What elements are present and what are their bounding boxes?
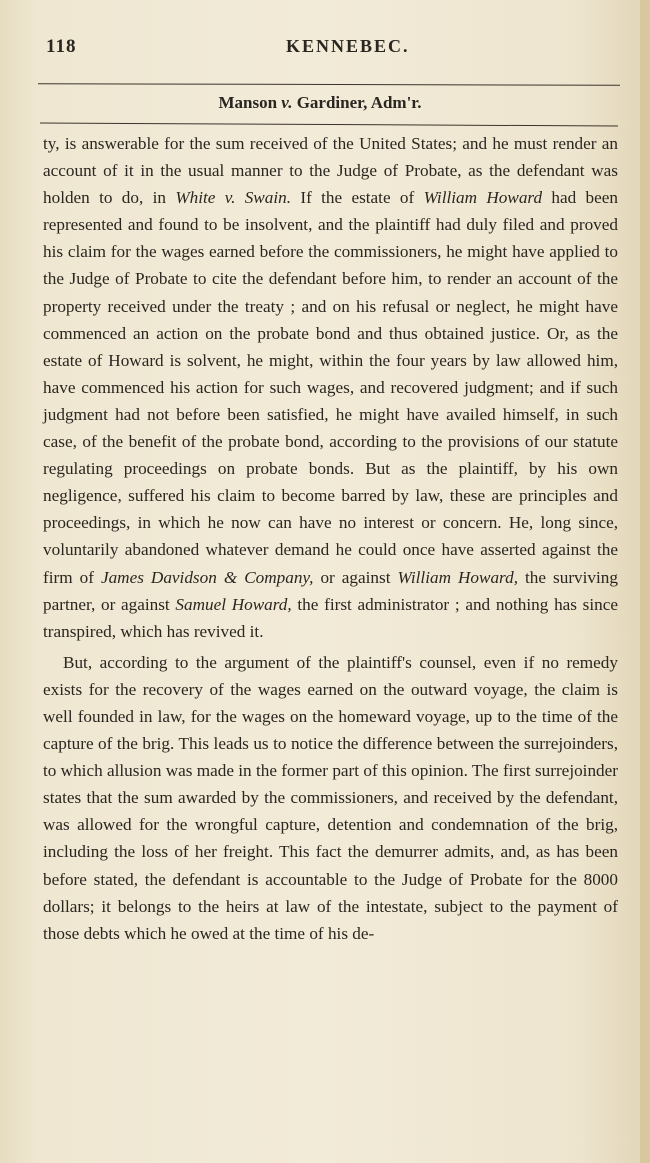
person-name: William Howard: [423, 188, 543, 208]
person-name: William Howard,: [397, 567, 518, 587]
body-text: [43, 130, 618, 947]
person-name: Samuel Howard,: [175, 594, 292, 614]
text-segment: But, according to the argument of the plaintiff's counsel, even if no remedy exists for the recovery of the wages earned on the outward voyage, the claim is well founded in law, for the wages on the homeward voyage, up to the time of the capture of the brig. This leads us to notice the difference between the surrejoinders, to which allusion was made in the former part of this opinion. The first surrejoinder states that the sum awarded by the commissioners, and received by the defendant, was allowed for the wrongful capture, detention and condemnation of the brig, including the loss of her freight. This fact the demurrer admits, and, as has been before stated, the defendant is accountable to the Judge of Probate for the 8000 dollars; it belongs to the heirs at law of the intestate, subject to the payment of those debts which he owed at the time of his de-: [43, 652, 618, 943]
page-number: 118: [46, 36, 77, 57]
case-title: [0, 93, 640, 113]
text-segment: ty, is answerable for the sum received of the United States; and he must render an account of it in the usual manner to the Judge of Probate, as the defendant was holden to do, in: [43, 134, 618, 208]
text-segment: had been represented and found to be insolvent, and the plaintiff had duly filed and proved his claim for the wages earned before the commissioners, he might have applied to the Judge of Probate to cite the defendant before him, to render an account of the property received under the treaty ; and on his refusal or neglect, he might have commenced an action on the probate bond and thus obtained justice. Or, as the estate of Howard is solvent, he might, within the four years by law allowed him, have commenced his action for such wages, and recovered judgment; and if such judgment had not before been satisfied, he might have availed himself, in such case, of the benefit of the probate bond, according to the provisions of our statute regulating proceedings on probate bonds. But as the plaintiff, by his own negligence, suffered his claim to become barred by law, these are principles and proceedings, in which he now can have no interest or concern. He, long since, voluntarily abandoned whatever demand he could once have asserted against the firm of: [43, 188, 618, 587]
paragraph-1: [43, 130, 618, 645]
case-citation: White v. Swain.: [175, 188, 292, 208]
top-rule: [38, 83, 620, 86]
text-segment: the surviving partner, or against: [43, 567, 618, 614]
bottom-rule: [40, 122, 618, 126]
firm-name: James Davidson & Company,: [100, 567, 314, 587]
text-segment: If the estate of: [291, 188, 424, 208]
running-head: KENNEBEC.: [286, 36, 410, 56]
case-title-left: Manson: [218, 93, 282, 112]
case-title-versus: v.: [281, 93, 293, 112]
case-title-right: Gardiner, Adm'r.: [292, 93, 422, 112]
paragraph-2: [43, 649, 618, 947]
text-segment: the first administrator ; and nothing has since transpired, which has revived it.: [43, 594, 618, 641]
text-segment: or against: [313, 567, 398, 587]
